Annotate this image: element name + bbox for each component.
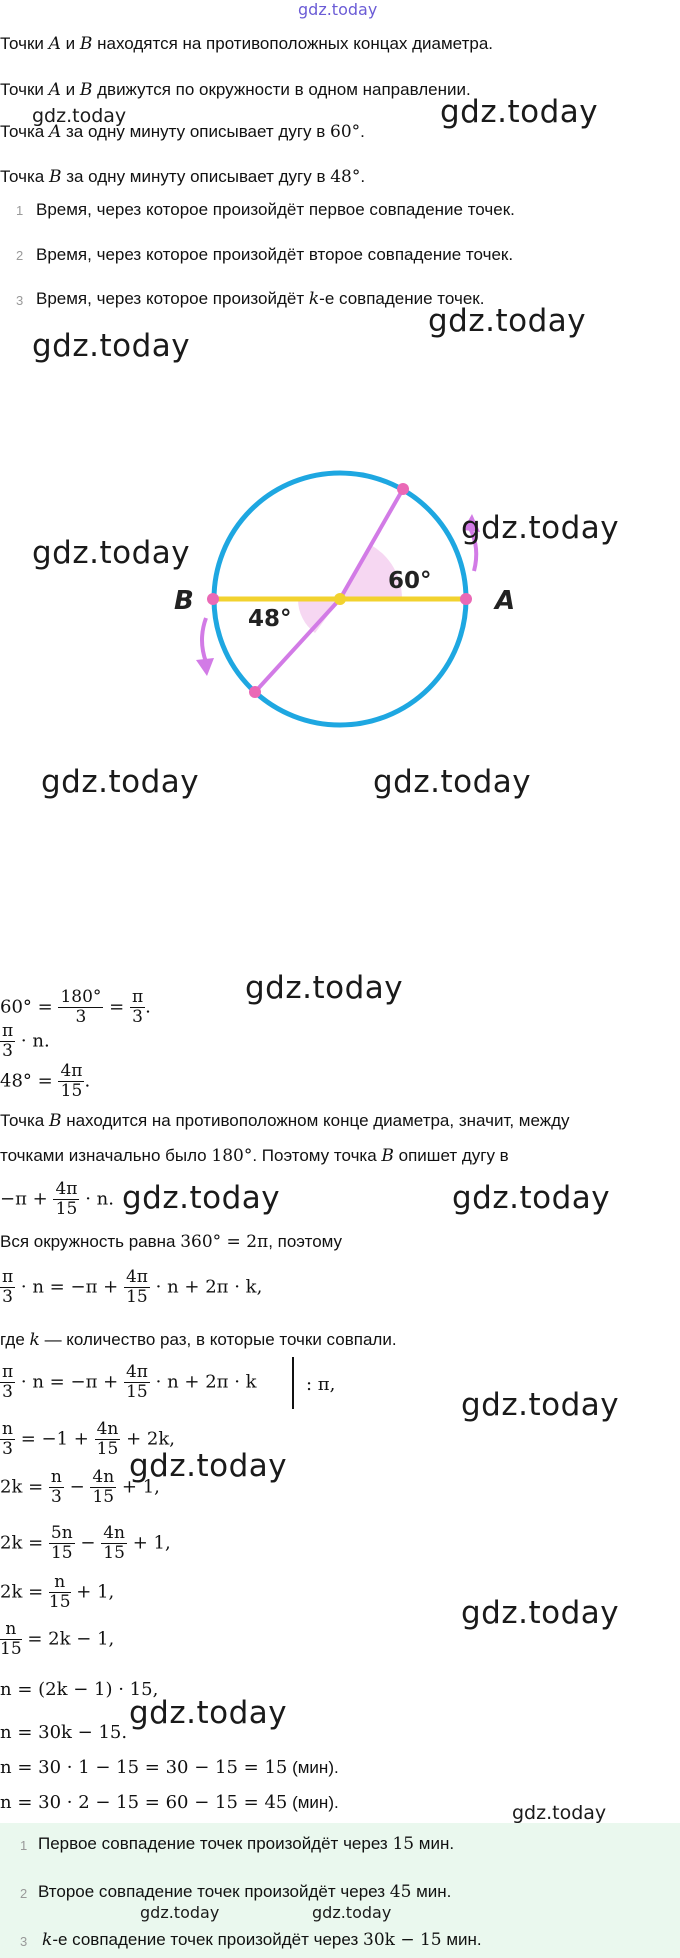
equation-14 bbox=[0, 1757, 339, 1779]
label-a: A bbox=[495, 586, 516, 616]
problem-line-4 bbox=[0, 166, 365, 188]
fraction bbox=[0, 1268, 15, 1307]
denominator: 15 bbox=[126, 1382, 148, 1402]
label-b: B bbox=[174, 586, 194, 616]
fraction bbox=[124, 1268, 150, 1307]
numerator: π bbox=[2, 1362, 14, 1382]
fraction bbox=[95, 1420, 121, 1459]
angle-label-a: 60° bbox=[388, 568, 432, 594]
answer-number: 3 bbox=[20, 1934, 28, 1949]
numerator: π bbox=[2, 1021, 14, 1041]
denominator: 3 bbox=[50, 1487, 62, 1507]
text: точками изначально было bbox=[0, 1146, 212, 1165]
text: мин. bbox=[414, 1834, 455, 1853]
text: Точки bbox=[0, 34, 49, 53]
var-b: B bbox=[381, 1146, 394, 1166]
answer-number: 1 bbox=[20, 1838, 28, 1853]
point-b bbox=[207, 593, 219, 605]
text: · n = −π + bbox=[20, 1371, 119, 1393]
text: −π + bbox=[0, 1188, 48, 1210]
text: = bbox=[109, 996, 125, 1018]
numerator: π bbox=[131, 987, 144, 1007]
numerator: n bbox=[50, 1467, 62, 1487]
text: — количество раз, в которые точки совпали. bbox=[39, 1330, 397, 1349]
numerator: 4π bbox=[125, 1362, 148, 1382]
fraction bbox=[0, 1363, 15, 1402]
text: · n + 2π · k bbox=[155, 1371, 257, 1393]
fraction bbox=[0, 1022, 15, 1061]
denominator: 15 bbox=[48, 1592, 71, 1612]
denominator: 3 bbox=[2, 1382, 13, 1402]
watermark: gdz.today bbox=[41, 764, 200, 800]
text: находятся на противоположных концах диаметра. bbox=[92, 34, 493, 53]
text: Точка bbox=[0, 122, 49, 141]
problem-line-1 bbox=[0, 33, 493, 55]
numerator: π bbox=[2, 1267, 14, 1287]
equation-13: n = 30k − 15. bbox=[0, 1722, 128, 1743]
numerator: 5n bbox=[50, 1523, 73, 1543]
text: . Поэтому точка bbox=[252, 1146, 382, 1165]
numerator: n bbox=[49, 1573, 71, 1593]
denominator: 3 bbox=[2, 1439, 13, 1459]
watermark: gdz.today bbox=[140, 1903, 220, 1922]
var-b: B bbox=[79, 34, 93, 54]
text: Точка bbox=[0, 167, 49, 186]
watermark: gdz.today bbox=[373, 764, 532, 800]
denominator: 15 bbox=[126, 1287, 148, 1307]
solution-text-4 bbox=[0, 1329, 397, 1351]
watermark: gdz.today bbox=[122, 1180, 281, 1216]
equation-2 bbox=[0, 1022, 50, 1061]
equation-6 bbox=[0, 1363, 257, 1402]
text: 2k = bbox=[0, 1532, 44, 1554]
text: движутся по окружности в одном направлении. bbox=[92, 80, 471, 99]
numerator: 4π bbox=[60, 1061, 83, 1081]
equation-3 bbox=[0, 1062, 90, 1101]
fraction bbox=[101, 1524, 127, 1563]
text: · n + 2π · k, bbox=[155, 1276, 263, 1298]
denominator: 15 bbox=[60, 1081, 83, 1101]
var-a: A bbox=[48, 34, 61, 54]
denominator: 3 bbox=[132, 1007, 143, 1027]
text: , поэтому bbox=[268, 1232, 343, 1251]
arrow-b bbox=[202, 618, 206, 662]
division-note: : π, bbox=[306, 1374, 336, 1395]
numerator: 4π bbox=[55, 1179, 78, 1199]
text: · n = −π + bbox=[20, 1276, 119, 1298]
fraction bbox=[0, 1420, 15, 1459]
text: за одну минуту описывает дугу в bbox=[61, 122, 331, 141]
denominator: 3 bbox=[2, 1287, 13, 1307]
var-b: B bbox=[79, 80, 93, 100]
equation-11 bbox=[0, 1620, 114, 1659]
fraction bbox=[53, 1180, 79, 1219]
answer-number: 2 bbox=[20, 1886, 28, 1901]
fraction bbox=[58, 1062, 84, 1101]
equation-15 bbox=[0, 1792, 339, 1814]
numerator: n bbox=[0, 1620, 22, 1640]
denominator: 15 bbox=[0, 1639, 22, 1659]
equation-10 bbox=[0, 1573, 114, 1612]
equation-9 bbox=[0, 1524, 171, 1563]
watermark: gdz.today bbox=[428, 303, 587, 339]
text: Точки bbox=[0, 80, 49, 99]
fraction bbox=[0, 1620, 22, 1659]
numerator: 4n bbox=[96, 1419, 119, 1439]
watermark: gdz.today bbox=[461, 510, 620, 546]
denominator: 15 bbox=[92, 1487, 115, 1507]
fraction bbox=[124, 1363, 150, 1402]
fraction bbox=[49, 1524, 75, 1563]
watermark: gdz.today bbox=[312, 1903, 392, 1922]
answer-1 bbox=[38, 1833, 454, 1855]
answer-2 bbox=[38, 1881, 451, 1903]
value: 45 bbox=[389, 1882, 412, 1902]
question-1: Время, через которое произойдёт первое совпадение точек. bbox=[36, 200, 515, 219]
watermark-top: gdz.today bbox=[298, 0, 378, 19]
text: находится на противоположном конце диаметра, значит, между bbox=[61, 1111, 570, 1130]
watermark: gdz.today bbox=[32, 105, 127, 127]
unit: (мин). bbox=[287, 1758, 339, 1777]
text: и bbox=[60, 80, 80, 99]
text: − bbox=[80, 1532, 96, 1554]
circle-diagram bbox=[0, 440, 680, 760]
text: 2k = bbox=[0, 1476, 44, 1498]
var-k: k bbox=[29, 1330, 40, 1350]
text: Точка bbox=[0, 1111, 49, 1130]
denominator: 3 bbox=[2, 1041, 13, 1061]
var-b: B bbox=[48, 167, 62, 187]
watermark: gdz.today bbox=[512, 1802, 607, 1824]
watermark: gdz.today bbox=[452, 1180, 611, 1216]
var-b: B bbox=[48, 1111, 62, 1131]
watermark: gdz.today bbox=[32, 328, 191, 364]
value: 60° bbox=[330, 122, 361, 142]
fraction bbox=[58, 988, 103, 1027]
watermark: gdz.today bbox=[461, 1387, 620, 1423]
question-number: 3 bbox=[16, 293, 24, 308]
equation-12: n = (2k − 1) · 15, bbox=[0, 1679, 159, 1700]
value: 360° = 2π bbox=[180, 1232, 269, 1252]
watermark: gdz.today bbox=[461, 1595, 620, 1631]
answer-3 bbox=[42, 1929, 482, 1951]
text: . bbox=[84, 1070, 91, 1092]
text: · n. bbox=[85, 1188, 114, 1210]
denominator: 15 bbox=[50, 1543, 73, 1563]
text: · n. bbox=[20, 1030, 50, 1052]
solution-text-2 bbox=[0, 1145, 509, 1167]
denominator: 3 bbox=[75, 1007, 87, 1027]
denominator: 15 bbox=[55, 1199, 78, 1219]
text: 60° = bbox=[0, 996, 53, 1018]
question-number: 1 bbox=[16, 203, 24, 218]
point-a bbox=[460, 593, 472, 605]
watermark: gdz.today bbox=[32, 535, 191, 571]
point-b-moved bbox=[249, 686, 261, 698]
denominator: 15 bbox=[103, 1543, 125, 1563]
text: . bbox=[360, 167, 366, 186]
numerator: 180° bbox=[60, 987, 102, 1007]
arrow-b-head bbox=[196, 658, 214, 676]
solution-text-3 bbox=[0, 1231, 342, 1253]
text: = 2k − 1, bbox=[27, 1628, 115, 1650]
value: 48° bbox=[330, 167, 361, 187]
text: + 2k, bbox=[126, 1428, 175, 1450]
text: -е совпадение точек. bbox=[319, 289, 485, 308]
equation-4 bbox=[0, 1180, 114, 1219]
text: + 1, bbox=[76, 1581, 115, 1603]
fraction bbox=[49, 1468, 64, 1507]
watermark: gdz.today bbox=[440, 94, 599, 130]
text: + 1, bbox=[121, 1476, 160, 1498]
var-a: A bbox=[48, 122, 62, 142]
text: мин. bbox=[441, 1930, 482, 1949]
solution-text-1 bbox=[0, 1110, 570, 1132]
unit: (мин). bbox=[287, 1793, 339, 1812]
text: 48° = bbox=[0, 1070, 53, 1092]
text: Вся окружность равна bbox=[0, 1232, 181, 1251]
problem-line-2 bbox=[0, 79, 471, 101]
value: 15 bbox=[392, 1834, 415, 1854]
center-point bbox=[334, 593, 346, 605]
question-number: 2 bbox=[16, 248, 24, 263]
var-k: k bbox=[42, 1930, 53, 1950]
question-2: Время, через которое произойдёт второе совпадение точек. bbox=[36, 245, 514, 264]
math: n = 30 · 2 − 15 = 60 − 15 = 45 bbox=[0, 1792, 288, 1813]
watermark: gdz.today bbox=[245, 970, 404, 1006]
text: . bbox=[360, 122, 365, 141]
fraction bbox=[90, 1468, 116, 1507]
text: где bbox=[0, 1330, 30, 1349]
value: 30k − 15 bbox=[363, 1930, 442, 1950]
point-a-moved bbox=[397, 483, 409, 495]
value: 180° bbox=[211, 1146, 253, 1166]
fraction bbox=[49, 1573, 71, 1612]
numerator: n bbox=[2, 1419, 13, 1439]
text: Первое совпадение точек произойдёт через bbox=[38, 1834, 393, 1853]
text: за одну минуту описывает дугу в bbox=[61, 167, 331, 186]
text: − bbox=[69, 1476, 85, 1498]
text: Время, через которое произойдёт bbox=[36, 289, 309, 308]
question-3 bbox=[36, 288, 484, 310]
fraction bbox=[130, 988, 145, 1027]
denominator: 15 bbox=[96, 1439, 119, 1459]
text: 2k = bbox=[0, 1581, 44, 1603]
text: и bbox=[60, 34, 80, 53]
numerator: 4n bbox=[92, 1467, 115, 1487]
text: = −1 + bbox=[20, 1428, 89, 1450]
text: -е совпадение точек произойдёт через bbox=[52, 1930, 363, 1949]
numerator: 4n bbox=[103, 1523, 125, 1543]
text: Второе совпадение точек произойдёт через bbox=[38, 1882, 390, 1901]
var-a: A bbox=[48, 80, 61, 100]
division-bar bbox=[292, 1357, 294, 1409]
numerator: 4π bbox=[125, 1267, 148, 1287]
text: мин. bbox=[411, 1882, 452, 1901]
equation-5 bbox=[0, 1268, 262, 1307]
angle-label-b: 48° bbox=[248, 606, 292, 632]
math: n = 30 · 1 − 15 = 30 − 15 = 15 bbox=[0, 1757, 288, 1778]
var-k: k bbox=[308, 289, 320, 309]
text: опишет дугу в bbox=[393, 1146, 509, 1165]
watermark: gdz.today bbox=[129, 1448, 288, 1484]
text: . bbox=[145, 996, 151, 1018]
watermark: gdz.today bbox=[129, 1695, 288, 1731]
text: + 1, bbox=[132, 1532, 171, 1554]
